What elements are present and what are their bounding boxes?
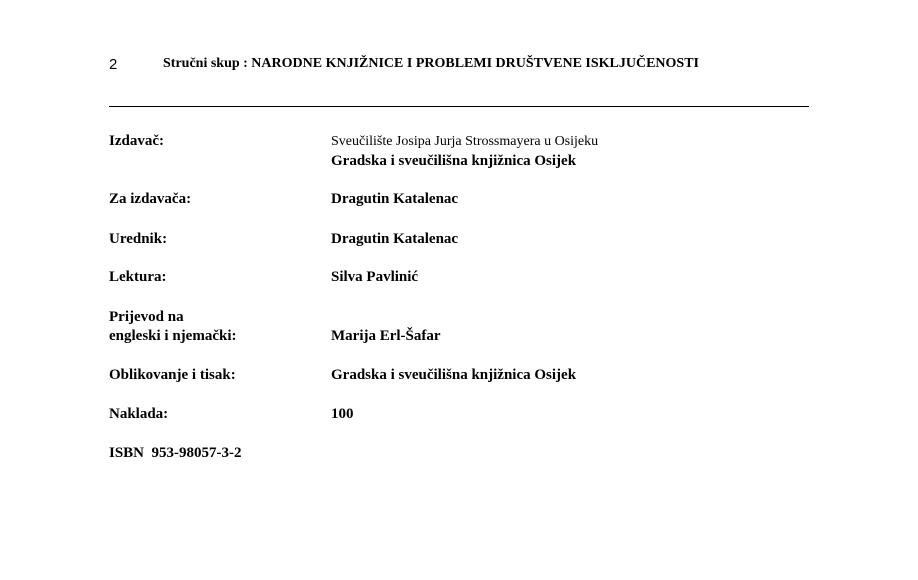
publisher-label: Izdavač:: [109, 133, 164, 149]
design-print-value: Gradska i sveučilišna knjižnica Osijek: [331, 367, 577, 383]
translation-value: Marija Erl-Šafar: [331, 328, 441, 344]
proofreading-value: Silva Pavlinić: [331, 269, 419, 285]
editor-label: Urednik:: [109, 231, 168, 247]
for-publisher-value: Dragutin Katalenac: [331, 191, 459, 207]
page-number: 2: [109, 56, 118, 73]
editor-value: Dragutin Katalenac: [331, 231, 459, 247]
edition-value: 100: [331, 406, 354, 422]
header-rule: [109, 106, 809, 107]
translation-label-line2: engleski i njemački:: [109, 328, 237, 344]
design-print-label: Oblikovanje i tisak:: [109, 367, 236, 383]
publisher-line1: Sveučilište Josipa Jurja Strossmayera u Osijeku: [331, 134, 599, 149]
publisher-line2: Gradska i sveučilišna knjižnica Osijek: [331, 153, 577, 169]
running-header: Stručni skup : NARODNE KNJIŽNICE I PROBLEMI DRUŠTVENE ISKLJUČENOSTI: [163, 56, 699, 71]
proofreading-label: Lektura:: [109, 269, 167, 285]
edition-label: Naklada:: [109, 406, 169, 422]
isbn: ISBN 953-98057-3-2: [109, 445, 242, 461]
for-publisher-label: Za izdavača:: [109, 191, 192, 207]
translation-label-line1: Prijevod na: [109, 309, 184, 325]
